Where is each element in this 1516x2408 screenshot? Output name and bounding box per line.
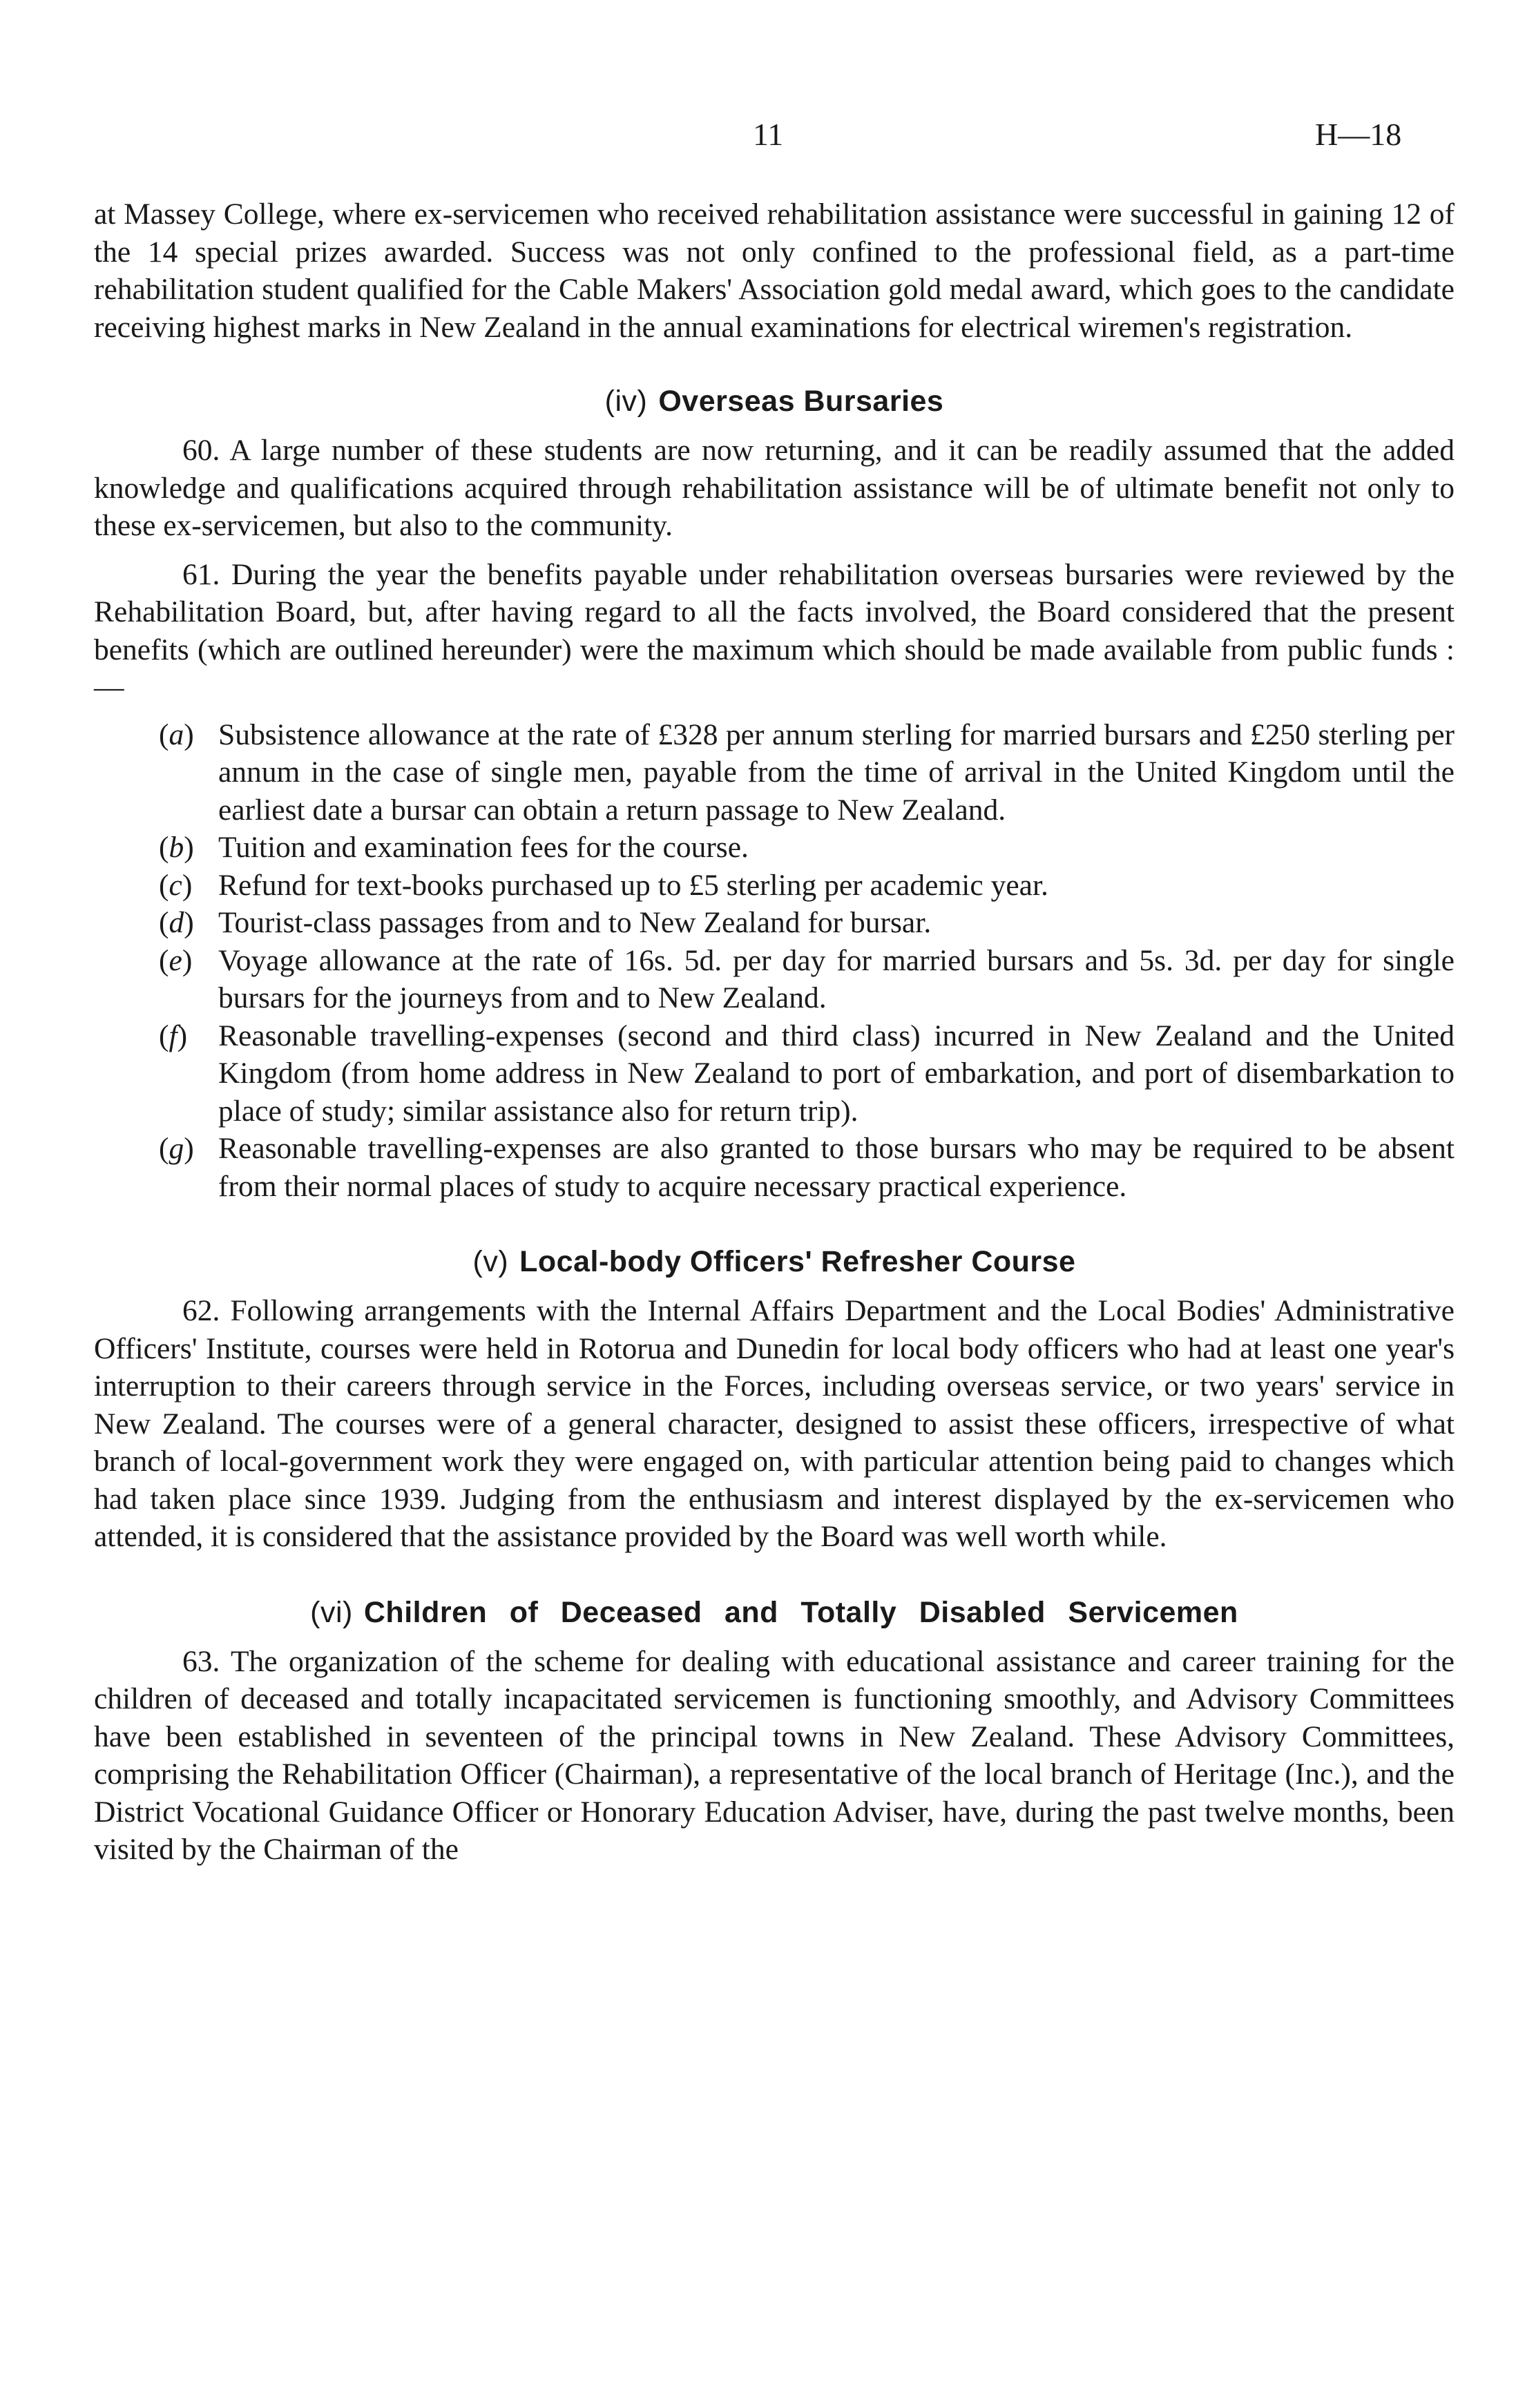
list-item-marker: (a) xyxy=(159,717,194,751)
section-title: Local-body Officers' Refresher Course xyxy=(519,1245,1076,1278)
list-item-marker: (e) xyxy=(159,943,193,977)
list-item-text: Tourist-class passages from and to New Zealand for bursar. xyxy=(218,906,932,939)
section-heading-overseas-bursaries xyxy=(94,382,1455,421)
paragraph-62: 62. Following arrangements with the Internal Affairs Department and the Local Bodies' Administrative Officers' Institute, courses were held in Rotorua and Dunedin for local body officers who had at least one year's interruption to their careers through service in the Forces, including overseas service, or two years' service in New Zealand. The courses were of a general character, designed to assist these officers, irrespective of what branch of local-government work they were engaged on, with particular attention being paid to changes which had taken place since 1939. Judging from the enthusiasm and interest displayed by the ex-servicemen who attended, it is considered that the assistance provided by the Board was well worth while. xyxy=(94,1294,1455,1553)
list-item xyxy=(94,829,1455,867)
bursary-benefits-list xyxy=(94,716,1455,1206)
section-title: Overseas Bursaries xyxy=(658,385,944,418)
section-title: Children of Deceased and Totally Disabled Servicemen xyxy=(363,1595,1238,1629)
list-item xyxy=(94,867,1455,905)
page-header xyxy=(0,114,1516,155)
section-heading-children-of-servicemen xyxy=(94,1593,1455,1632)
list-item xyxy=(94,1130,1455,1205)
list-item-text: Refund for text-books purchased up to £5 sterling per academic year. xyxy=(218,868,1048,902)
page-number: 11 xyxy=(753,117,784,152)
list-item-text: Voyage allowance at the rate of 16s. 5d. per day for married bursars and 5s. 3d. per day for single bursars for the journeys from and to New Zealand. xyxy=(218,943,1455,1014)
list-item-marker: (g) xyxy=(159,1132,194,1165)
section-number: (vi) xyxy=(310,1595,353,1629)
section-number: (iv) xyxy=(604,385,648,418)
document-reference: H—18 xyxy=(1315,117,1402,152)
list-item xyxy=(94,1017,1455,1130)
section-heading-refresher-course xyxy=(94,1242,1455,1281)
body-text xyxy=(94,195,1455,1869)
paragraph-63: 63. The organization of the scheme for dealing with educational assistance and career training for the children of deceased and totally incapacitated servicemen is functioning smoothly, and Advisory Committees have been established in seventeen of the principal towns in New Zealand. These Advisory Committees, comprising the Rehabilitation Officer (Chairman), a representative of the local branch of Heritage (Inc.), and the District Vocational Guidance Officer or Honorary Education Adviser, have, during the past twelve months, been visited by the Chairman of the xyxy=(94,1644,1455,1866)
list-item-marker: (f) xyxy=(159,1019,188,1052)
list-item-text: Tuition and examination fees for the course. xyxy=(218,831,749,864)
paragraph-60: 60. A large number of these students are now returning, and it can be readily assumed that the added knowledge and qualifications acquired through rehabilitation assistance will be of ultimate benefit not only to these ex-servicemen, but also to the community. xyxy=(94,434,1455,542)
list-item-text: Reasonable travelling-expenses are also granted to those bursars who may be required to be absent from their normal places of study to acquire necessary practical experience. xyxy=(218,1132,1455,1203)
list-item-marker: (d) xyxy=(159,906,194,939)
list-item-marker: (c) xyxy=(159,868,193,902)
list-item xyxy=(94,942,1455,1017)
list-item-text: Reasonable travelling-expenses (second and third class) incurred in New Zealand and the United Kingdom (from home address in New Zealand to port of embarkation, and port of disembarkation to place of study; similar assistance also for return trip). xyxy=(218,1019,1455,1128)
list-item xyxy=(94,716,1455,829)
list-item-text: Subsistence allowance at the rate of £328 per annum sterling for married bursars and £250 sterling per annum in the case of single men, payable from the time of arrival in the United Kingdom until the earliest date a bursar can obtain a return passage to New Zealand. xyxy=(218,717,1455,827)
section-number: (v) xyxy=(472,1245,509,1278)
paragraph-61: 61. During the year the benefits payable under rehabilitation overseas bursaries were reviewed by the Rehabilitation Board, but, after having regard to all the facts involved, the Board considered that the present benefits (which are outlined hereunder) were the maximum which should be made available from public funds :— xyxy=(94,557,1455,704)
list-item xyxy=(94,904,1455,942)
list-item-marker: (b) xyxy=(159,831,194,864)
intro-paragraph: at Massey College, where ex-servicemen who received rehabilitation assistance were successful in gaining 12 of the 14 special prizes awarded. Success was not only confined to the professional field, as a part-time rehabilitation student qualified for the Cable Makers' Association gold medal award, which goes to the candidate receiving highest marks in New Zealand in the annual examinations for electrical wiremen's registration. xyxy=(94,198,1455,344)
